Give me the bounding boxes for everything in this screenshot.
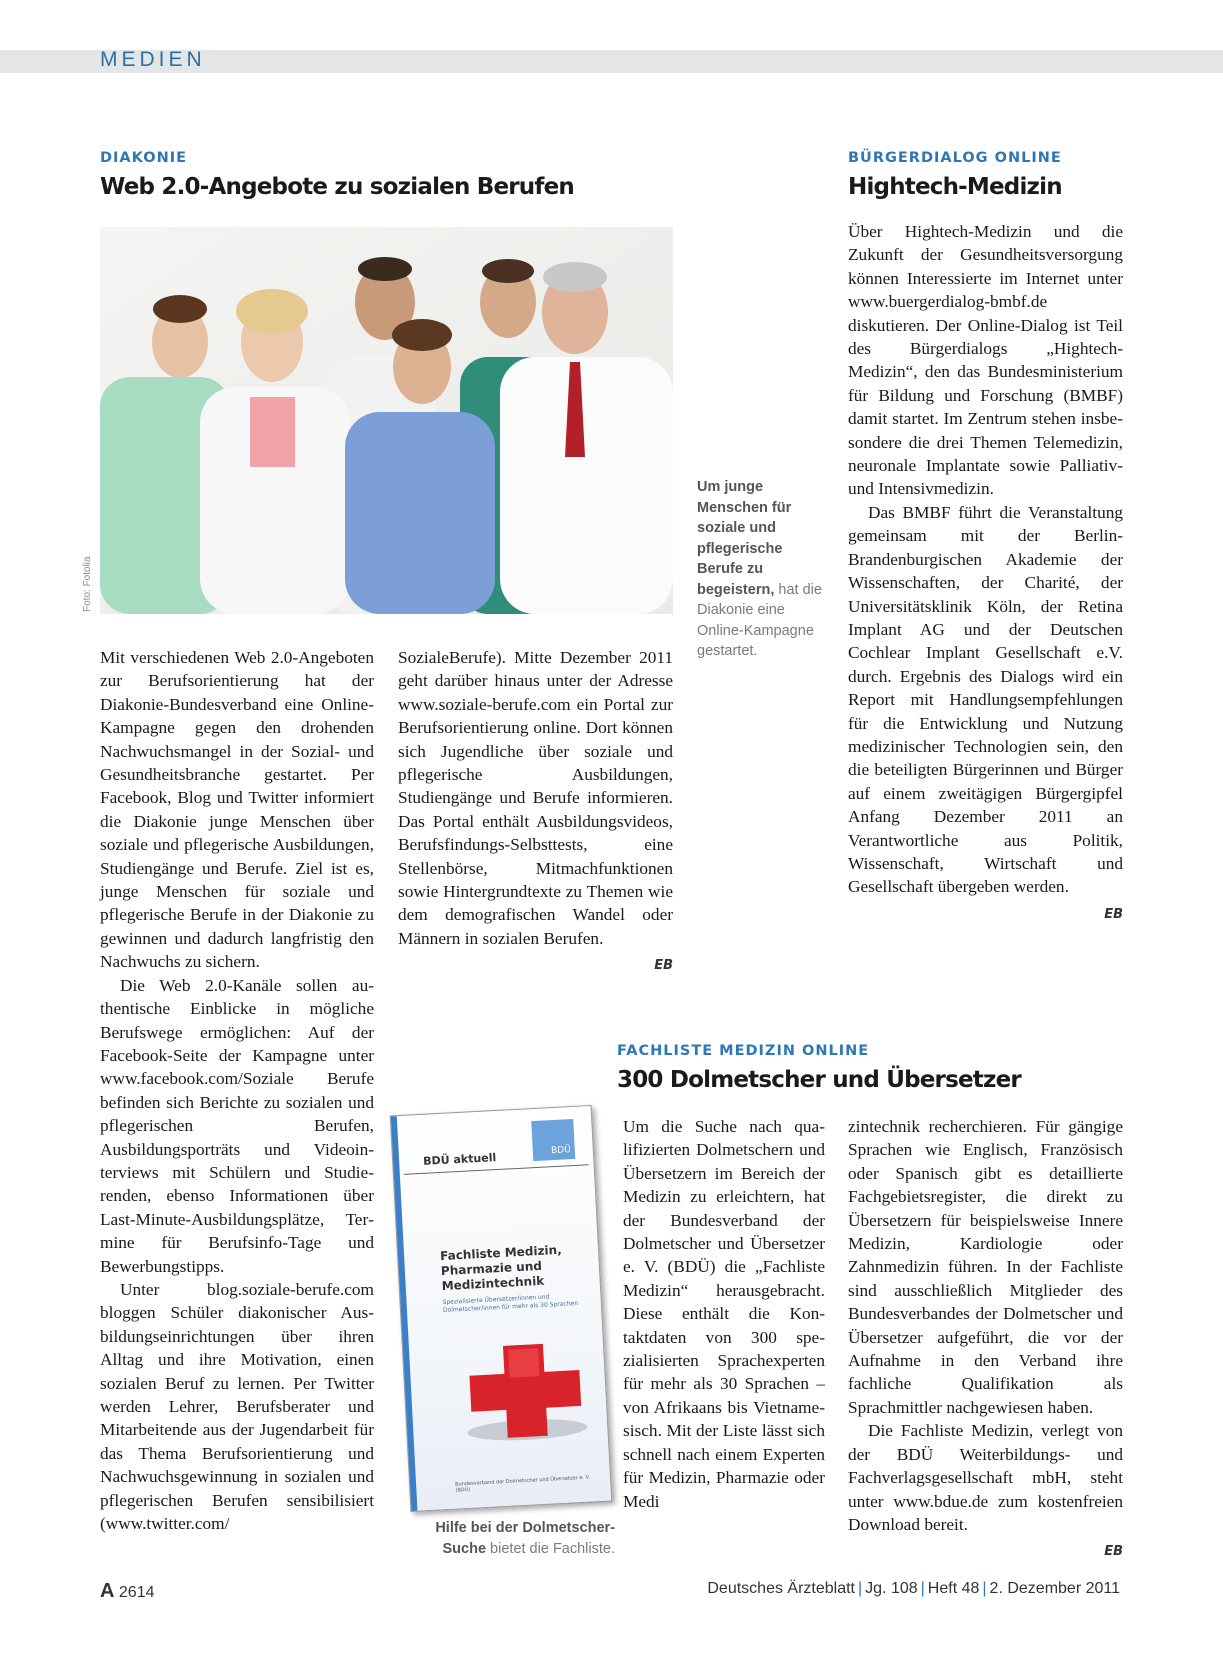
caption-bold: Hilfe bei der Dolmetscher-Suche <box>435 1520 615 1557</box>
journal-date: 2. Dezember 2011 <box>989 1580 1120 1597</box>
paragraph: zintechnik recherchieren. Für gängige Sprachen wie Englisch, Französisch oder Spanisch gibt es detaillierte Fachgebietsregister, die direkt zu Übersetzern für beispielsweise Innere Medizin, Kardiologie oder Zahnmedizin führen. In der Fachliste sind ausschließlich Mitglieder des Bundesverbandes der Dolmetscher und Übersetzer aufgeführt, die vor der Aufnahme in den Verband ihre fachliche Qualifikation als Sprachmittler nachgewiesen haben. <box>848 1117 1123 1417</box>
brochure-header: BDÜ aktuell <box>422 1151 497 1168</box>
signature: EB <box>654 958 673 974</box>
coat-white-right <box>500 357 673 614</box>
signature: EB <box>1104 1544 1123 1560</box>
journal-issue: Heft 48 <box>927 1580 980 1597</box>
paragraph: Die Fachliste Medizin, verlegt von der BDÜ Weiterbildungs- und Fachverlagsgesellschaft mbH, steht unter www.bdue.de zum kostenfreien Download bereit. <box>848 1421 1123 1534</box>
section-label: MEDIEN <box>100 48 206 71</box>
caption-text: hat die Diakonie eine Online-Kampagne gestartet. <box>697 581 822 659</box>
article1-photo <box>100 227 673 614</box>
journal-volume: Jg. 108 <box>865 1580 918 1597</box>
photo-credit: Foto: Fotolia <box>82 556 93 612</box>
article1-heading <box>100 150 660 200</box>
signature: EB <box>1104 906 1123 922</box>
page-number: A 2614 <box>100 1580 155 1602</box>
brochure-logo: BDÜ <box>531 1119 575 1161</box>
article2-title: Hightech-Medizin <box>848 174 1062 200</box>
brochure-footer: Bundesverband der Dolmetscher und Übersetzer e. V. (BDÜ) <box>454 1474 591 1494</box>
caption-bold: Um junge Menschen für soziale und pflegerische Berufe zu begeistern, <box>697 479 792 598</box>
article2-heading <box>848 150 1128 200</box>
article2-kicker: BÜRGERDIALOG ONLINE <box>848 150 1062 166</box>
article3-title: 300 Dolmetscher und Übersetzer <box>617 1067 1021 1093</box>
brochure-title: Fachliste Medizin, Pharmazie und Medizintechnik <box>439 1242 563 1294</box>
article2-column <box>848 220 1123 926</box>
caption-text: bietet die Fachliste. <box>486 1540 615 1557</box>
paragraph: Mit verschiedenen Web 2.0-Angeboten zur Berufsorientierung hat der Diakonie-Bundesverband eine Online-Kampagne gegen den drohenden Nachwuchsmangel in der Sozial- und Gesundheitsbranche gestartet. Per Facebook, Blog und Twitter informiert die Diakonie junge Menschen über soziale und pflegerische Ausbildungen, Studiengänge und Berufe. Ziel ist es, junge Menschen für soziale und pflegerische Berufe in der Diakonie zu gewinnen und dadurch langfristig den Nachwuchs zu sichern. <box>100 648 374 972</box>
paragraph: Unter blog.soziale-berufe.com bloggen Schüler diakonischer Ausbildungseinrichtungen über ihren Alltag und ihre Motivation, einen sozialen Beruf zu lernen. Per Twitter werden Lehrer, Berufsberater und Mitarbeitende aus der Jugendarbeit für das Thema Berufsorientierung und Nachwuchsgewinnung in sozialen und pflegerischen Berufen sensibilisiert (www.twitter.com/ <box>100 1279 374 1534</box>
brochure-subtitle: Spezialisierte Übersetzer/innen und Dolmetscher/innen für mehr als 30 Sprachen <box>442 1293 579 1315</box>
article3-kicker: FACHLISTE MEDIZIN ONLINE <box>617 1043 870 1059</box>
journal-name: Deutsches Ärzteblatt <box>707 1580 855 1597</box>
article1-column1 <box>100 646 374 1535</box>
article1-caption <box>697 477 827 662</box>
journal-info: Deutsches Ärzteblatt | Jg. 108 | Heft 48 | 2. Dezember 2011 <box>707 1580 1120 1597</box>
team-photo <box>100 227 673 614</box>
brochure-image <box>390 1105 613 1512</box>
red-cross-icon <box>458 1332 594 1449</box>
paragraph: Das BMBF führt die Veranstaltung gemeinsam mit der Berlin-Brandenburgischen Akademie der Wissenschaften, der Charité, der Universitätsklinik Köln, der Retina Implant AG und der Deutschen Cochlear Implant Gesellschaft e.V. durch. Ergebnis des Dialogs wird ein Report mit Handlungsempfehlungen für die Entwicklung und Nutzung medizinischer Technologien sein, den die beteiligten Bürgerinnen und Bürger auf einem zweitägigen Bürgergipfel Anfang Dezember 2011 an Verantwortliche aus Politik, Wissenschaft, Wirtschaft und Gesellschaft übergeben werden. <box>848 502 1123 897</box>
article3-column1 <box>623 1115 825 1513</box>
paragraph: SozialeBerufe). Mitte Dezember 2011 geht darüber hinaus unter der Adresse www.soziale-berufe.com ein Portal zur Berufsorientierung online. Dort können sich Jugendliche über soziale und pflegerische Ausbildungen, Studiengänge und Berufe informieren. Das Portal enthält Ausbildungsvideos, Berufsfindungs-Selbsttests, eine Stellenbörse, Mitmachfunktionen sowie Hintergrundtexte zu Themen wie dem demografischen Wandel oder Männern in sozialen Berufen. <box>398 648 673 948</box>
article1-title: Web 2.0-Angebote zu sozialen Berufen <box>100 174 574 200</box>
article3-caption <box>410 1518 615 1559</box>
paragraph: Um die Suche nach qualifizierten Dolmetschern und Übersetzern im Bereich der Medizin zu erleichtern, hat der Bundesverband der Dolmetscher und Übersetzer e. V. (BDÜ) die „Fachliste Medizin“ herausgebracht. Diese enthält die Kontaktdaten von 300 spezialisierten Sprachexperten für mehr als 30 Sprachen – von Afrikaans bis Vietnamesisch. Mit der Liste lässt sich schnell nach einem Experten für Medizin, Pharmazie oder Medi <box>623 1117 825 1511</box>
paragraph: Die Web 2.0-Kanäle sollen authentische Einblicke in mögliche Berufswege ermöglichen: Auf der Facebook-Seite der Kampagne unter www.facebook.com/Soziale Berufe befinden sich Berichte zu sozialen und pflegerischen Berufen, Ausbildungsporträts und Videointerviews mit Schülern und Studierenden, ebenso Informationen über Last-Minute-Ausbildungsplätze, Termine für Berufsinfo-Tage und Bewerbungstipps. <box>100 975 374 1276</box>
article3-heading <box>617 1043 1117 1093</box>
article1-kicker: DIAKONIE <box>100 150 187 166</box>
scrubs-blue <box>345 412 495 614</box>
paragraph: Über Hightech-Medizin und die Zukunft der Gesundheitsversorgung können Interessierte im Internet unter www.buergerdialog-bmbf.de diskutieren. Der Online-Dialog ist Teil des Bürgerdialogs „Hightech-Medizin“, den das Bundesministerium für Bildung und Forschung (BMBF) damit startet. Im Zentrum stehen insbesondere die drei Themen Telemedizin, neuronale Implantate sowie Palliativ- und Intensivmedizin. <box>848 222 1123 499</box>
article3-column2 <box>848 1115 1123 1564</box>
brochure-spine <box>391 1116 418 1511</box>
article1-column2 <box>398 646 673 978</box>
